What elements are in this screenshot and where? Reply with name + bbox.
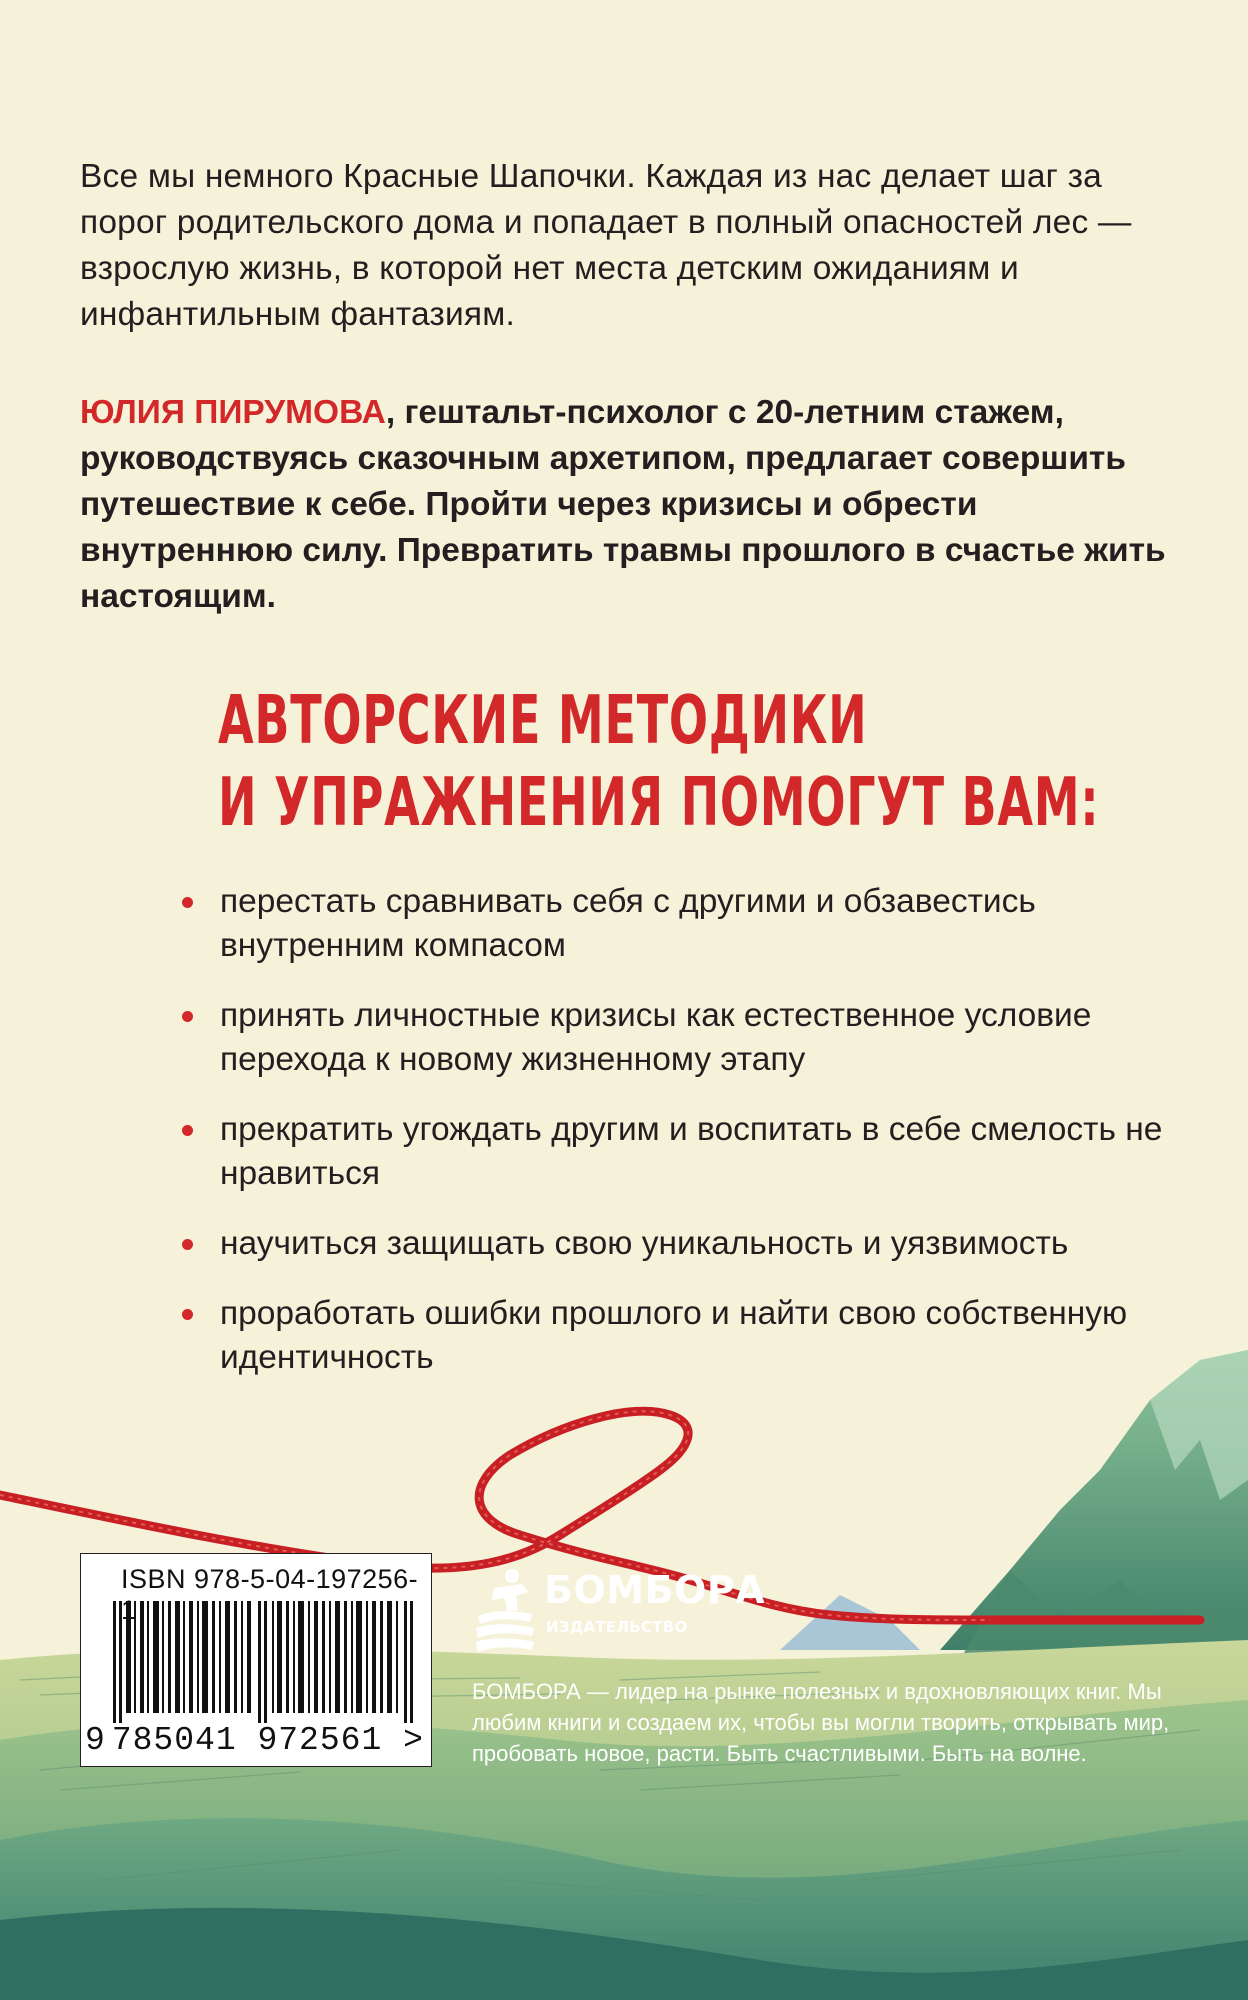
list-item-text: перестать сравнивать себя с другими и обзавестись внутренним компасом	[220, 883, 1036, 964]
publisher-description: БОМБОРА — лидер на рынке полезных и вдохновляющих книг. Мы любим книги и создаем их, чтобы вы могли творить, открывать мир, пробовать новое, расти. Быть счастливыми. Быть на волне.	[472, 1679, 1170, 1766]
bullet-dot-icon	[182, 1125, 193, 1136]
list-item-text: проработать ошибки прошлого и найти свою собственную идентичность	[220, 1295, 1128, 1376]
author-name: ЮЛИЯ ПИРУМОВА	[80, 394, 386, 431]
list-item-text: принять личностные кризисы как естественное условие перехода к новому жизненному этапу	[220, 997, 1092, 1078]
list-item-text: прекратить угождать другим и воспитать в себе смелость не нравиться	[220, 1111, 1163, 1192]
barcode-icon	[113, 1601, 413, 1723]
barcode-first-digit: 9	[85, 1722, 106, 1759]
publisher-logo-title: БОМБОРА	[544, 1568, 766, 1612]
barcode-quiet-mark: >	[403, 1722, 424, 1759]
list-item	[180, 880, 1200, 968]
list-item	[180, 994, 1200, 1082]
bullet-dot-icon	[182, 1309, 193, 1320]
list-item	[180, 1108, 1200, 1196]
publisher-logo-subtitle: ИЗДАТЕЛЬСТВО	[546, 1618, 688, 1636]
list-item	[180, 1222, 1200, 1266]
surfer-wave-icon	[472, 1566, 538, 1658]
headline	[218, 680, 1100, 844]
barcode-digits	[85, 1722, 424, 1759]
headline-line-1: АВТОРСКИЕ МЕТОДИКИ	[218, 682, 868, 760]
bullet-dot-icon	[182, 1011, 193, 1022]
publisher-logo	[472, 1564, 766, 1664]
author-description: , гештальт-психолог с 20-летним стажем, руководствуясь сказочным архетипом, предлагает совершить путешествие к себе. Пройти через кризисы и обрести внутреннюю силу. Превратить травмы прошлого в счастье жить настоящим.	[80, 394, 1166, 615]
intro-paragraph: Все мы немного Красные Шапочки. Каждая из нас делает шаг за порог родительского дома и попадает в полный опасностей лес — взрослую жизнь, в которой нет места детским ожиданиям и инфантильным фантазиям.	[80, 158, 1132, 333]
barcode-group-1: 785041	[111, 1722, 237, 1759]
headline-line-2: И УПРАЖНЕНИЯ ПОМОГУТ ВАМ:	[218, 764, 1100, 842]
barcode-group-2: 972561	[257, 1722, 383, 1759]
author-paragraph	[80, 390, 1170, 620]
isbn-barcode-box	[80, 1553, 432, 1767]
isbn-label: ISBN 978-5-04-197256-	[121, 1564, 419, 1594]
bullet-dot-icon	[182, 897, 193, 908]
bullet-dot-icon	[182, 1239, 193, 1250]
list-item-text: научиться защищать свою уникальность и уязвимость	[220, 1225, 1069, 1262]
